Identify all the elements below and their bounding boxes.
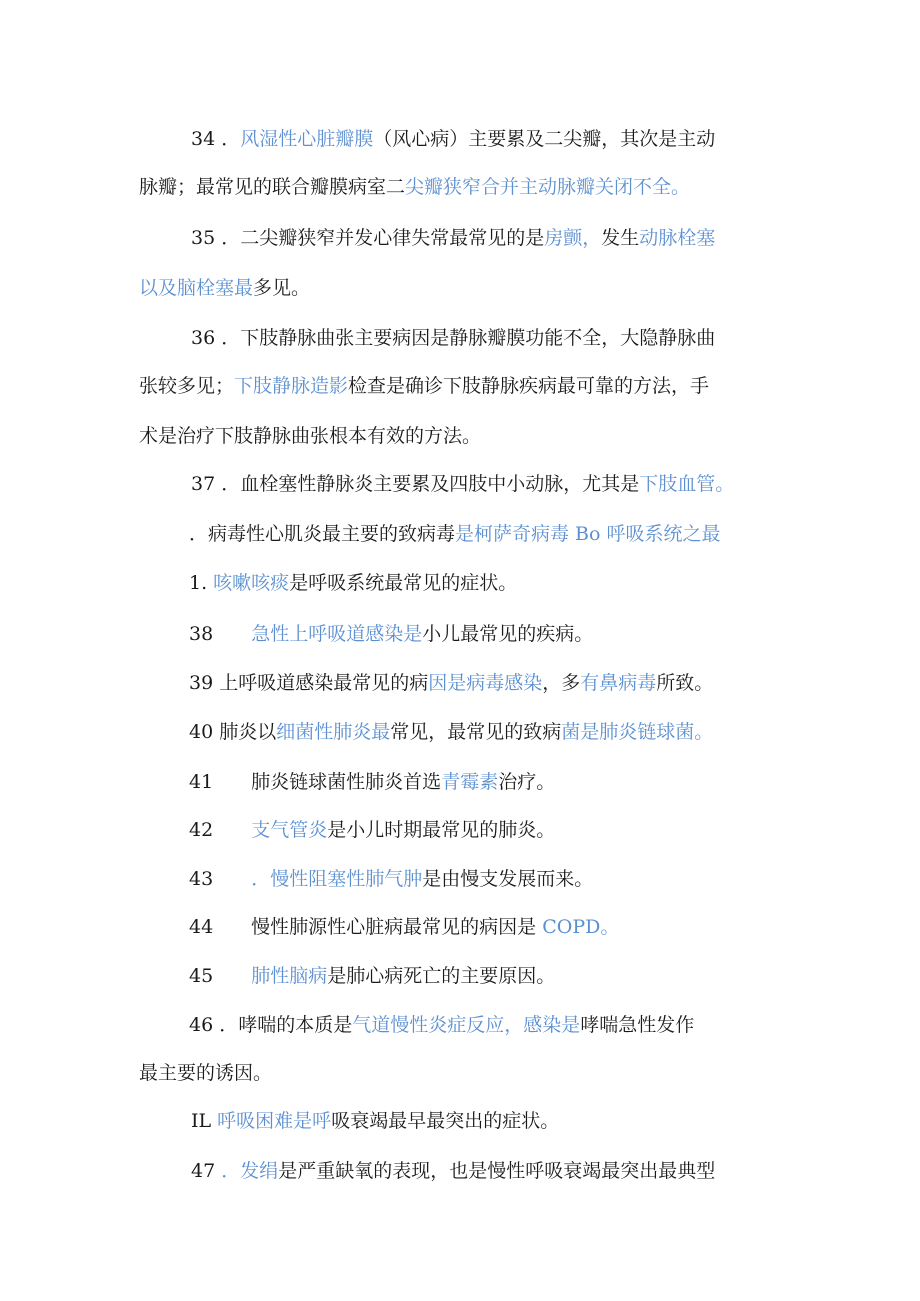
text-line-12 (189, 671, 713, 695)
text-line-7 (139, 424, 481, 448)
text-segment: 治疗。 (498, 771, 556, 793)
text-segment: 是肺心病死亡的主要原因。 (327, 965, 556, 987)
text-line-17 (189, 915, 619, 939)
highlighted-text: COPD。 (542, 916, 620, 938)
text-segment: 小儿最常见的疾病。 (422, 623, 594, 645)
highlighted-text: 动脉栓塞 (639, 227, 716, 249)
text-segment: ，多 (542, 672, 581, 694)
highlighted-text: 尖瓣狭窄合并主动脉瓣关闭不全。 (405, 176, 691, 198)
text-line-10 (189, 571, 517, 595)
text-line-21 (191, 1109, 559, 1133)
text-segment: 所致。 (656, 672, 714, 694)
text-segment: 最主要的诱因。 (139, 1062, 273, 1084)
text-line-13 (189, 720, 713, 744)
highlighted-text: 房颤， (544, 227, 602, 249)
text-segment: 40 肺炎以 (189, 721, 277, 743)
text-segment: 是严重缺氧的表现，也是慢性呼吸衰竭最突出最典型 (278, 1160, 716, 1182)
text-line-19 (189, 1013, 694, 1037)
text-segment: 常见，最常见的致病 (390, 721, 562, 743)
text-segment: IL (191, 1110, 218, 1132)
highlighted-text: 气道慢性炎症反应，感染是 (352, 1014, 581, 1036)
text-segment: （风心病）主要累及二尖瓣，其次是主动 (373, 128, 716, 150)
highlighted-text: 急性上呼吸道感染是 (251, 623, 423, 645)
text-line-1 (191, 127, 715, 151)
highlighted-text: 呼吸困难是呼 (217, 1110, 332, 1132)
text-line-5 (191, 326, 715, 350)
text-segment: 46 ．哮喘的本质是 (189, 1014, 353, 1036)
text-line-9 (189, 522, 721, 546)
text-line-16 (189, 867, 593, 891)
text-segment: ．病毒性心肌炎最主要的致病毒 (189, 523, 456, 545)
text-segment: 是小儿时期最常见的肺炎。 (327, 819, 556, 841)
highlighted-text: 下肢静脉造影 (234, 375, 349, 397)
text-segment: 41 肺炎链球菌性肺炎首选 (189, 771, 442, 793)
text-segment: 检查是确诊下肢静脉疾病最可靠的方法，手 (348, 375, 710, 397)
highlighted-text: ．慢性阻塞性肺气肿 (251, 868, 423, 890)
text-line-18 (189, 964, 555, 988)
text-segment: 37 ．血栓塞性静脉炎主要累及四肢中小动脉，尤其是 (191, 473, 640, 495)
text-line-20 (139, 1061, 272, 1085)
text-segment: 哮喘急性发作 (580, 1014, 695, 1036)
text-segment: 1. (189, 572, 214, 594)
text-segment: 38 (189, 623, 252, 645)
text-segment: 39 上呼吸道感染最常见的病 (189, 672, 429, 694)
text-segment: 47 (191, 1160, 222, 1182)
text-segment: 44 慢性肺源性心脏病最常见的病因是 (189, 916, 543, 938)
highlighted-text: 以及脑栓塞最 (139, 277, 254, 299)
text-segment: 吸衰竭最早最突出的症状。 (331, 1110, 560, 1132)
highlighted-text: 支气管炎 (251, 819, 328, 841)
text-segment: 发生 (601, 227, 640, 249)
highlighted-text: 青霉素 (441, 771, 499, 793)
highlighted-text: ．发绢 (221, 1160, 279, 1182)
text-line-11 (189, 622, 593, 646)
text-line-4 (139, 276, 310, 300)
highlighted-text: 咳嗽咳痰 (213, 572, 290, 594)
text-line-3 (191, 226, 715, 250)
highlighted-text: 是柯萨奇病毒 Bo 呼吸系统之最 (455, 523, 721, 545)
text-segment: 45 (189, 965, 252, 987)
highlighted-text: 风湿性心脏瓣膜 (240, 128, 374, 150)
text-segment: 36 ．下肢静脉曲张主要病因是静脉瓣膜功能不全，大隐静脉曲 (191, 327, 716, 349)
text-segment: 42 (189, 819, 252, 841)
text-segment: 43 (189, 868, 252, 890)
highlighted-text: 因是病毒感染 (428, 672, 543, 694)
highlighted-text: 肺性脑病 (251, 965, 328, 987)
highlighted-text: 有鼻病毒 (580, 672, 657, 694)
text-segment: 是由慢支发展而来。 (422, 868, 594, 890)
highlighted-text: 下肢血管。 (639, 473, 735, 495)
text-line-15 (189, 818, 555, 842)
text-segment: 术是治疗下肢静脉曲张根本有效的方法。 (139, 425, 482, 447)
highlighted-text: 菌是肺炎链球菌。 (561, 721, 714, 743)
text-segment: 多见。 (253, 277, 311, 299)
text-segment: 34 ． (191, 128, 241, 150)
text-line-22 (191, 1159, 715, 1183)
highlighted-text: 细菌性肺炎最 (276, 721, 391, 743)
text-line-2 (139, 175, 690, 199)
text-segment: 35 ．二尖瓣狭窄并发心律失常最常见的是 (191, 227, 545, 249)
text-line-14 (189, 770, 555, 794)
text-segment: 脉瓣；最常见的联合瓣膜病室二 (139, 176, 406, 198)
text-line-8 (191, 472, 734, 496)
text-line-6 (139, 374, 709, 398)
text-segment: 是呼吸系统最常见的症状。 (289, 572, 518, 594)
text-segment: 张较多见； (139, 375, 235, 397)
